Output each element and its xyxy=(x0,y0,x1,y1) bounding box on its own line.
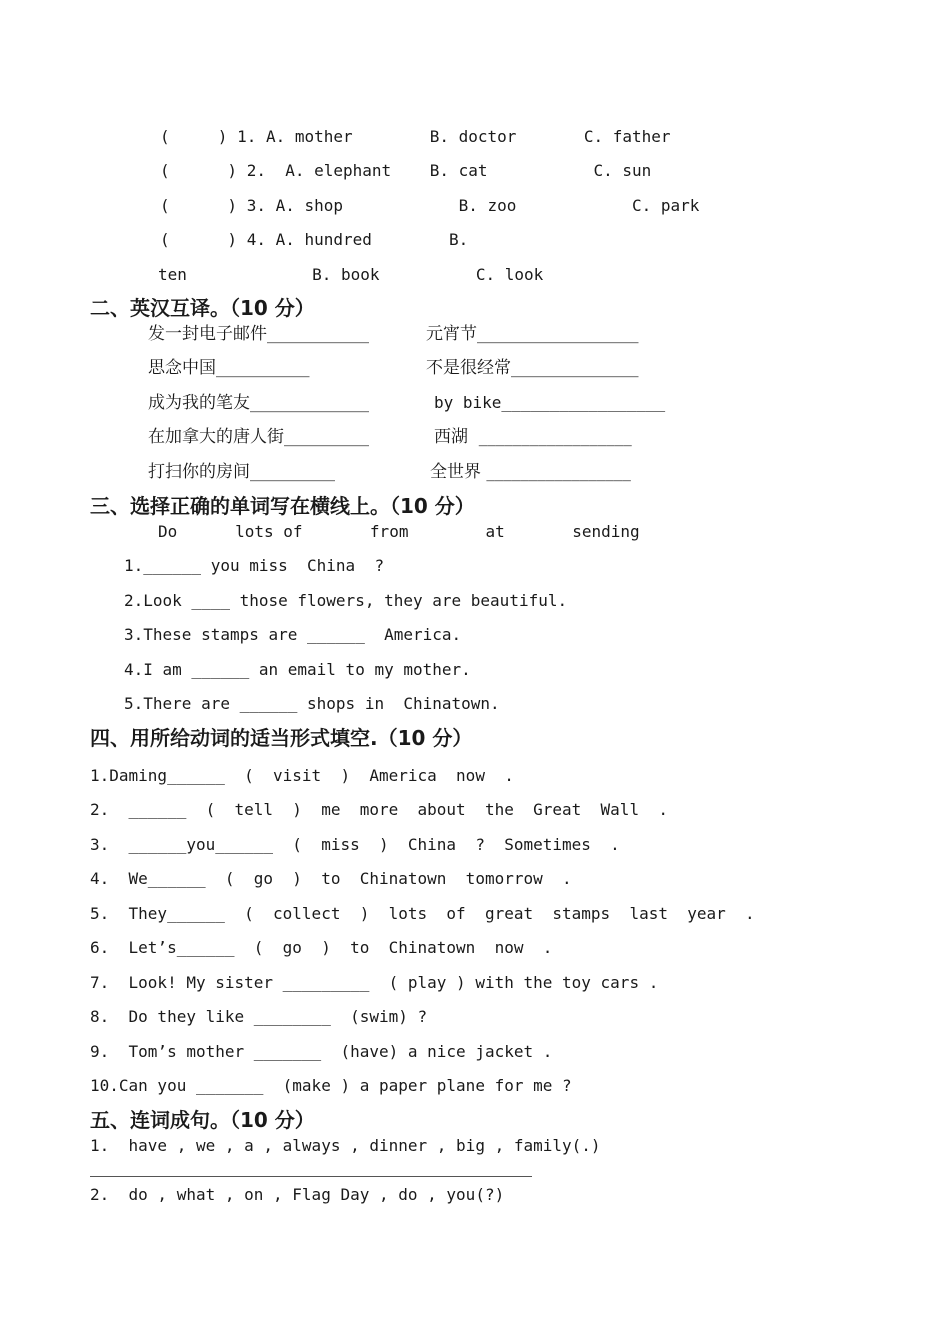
translate-right-3: by bike_________________ xyxy=(434,393,666,412)
answer-line-1 xyxy=(90,1176,532,1177)
section-heading-3: 三、选择正确的单词写在横线上。（10 分） xyxy=(90,494,475,518)
verb-item-7: 7. Look! My sister _________ ( play ) with the toy cars . xyxy=(90,973,659,992)
verb-item-8: 8. Do they like ________ (swim) ? xyxy=(90,1007,428,1026)
translate-right-2: 不是很经常_______________ xyxy=(426,358,639,378)
translate-right-1: 元宵节___________________ xyxy=(426,324,639,344)
verb-item-5: 5. They______ ( collect ) lots of great stamps last year . xyxy=(90,904,755,923)
choice-item-4: ( ) 4. A. hundred B. xyxy=(160,230,469,249)
word-bank: Do lots of from at sending xyxy=(158,522,640,541)
verb-item-9: 9. Tom’s mother _______ (have) a nice jacket . xyxy=(90,1042,553,1061)
translate-left-4: 在加拿大的唐人街__________ xyxy=(148,427,369,447)
verb-item-3: 3. ______you______ ( miss ) China ? Sometimes . xyxy=(90,835,620,854)
verb-item-2: 2. ______ ( tell ) me more about the Great Wall . xyxy=(90,800,668,819)
verb-item-1: 1.Daming______ ( visit ) America now . xyxy=(90,766,514,785)
translate-left-1: 发一封电子邮件____________ xyxy=(148,324,369,344)
translate-left-3: 成为我的笔友______________ xyxy=(148,393,369,413)
verb-item-4: 4. We______ ( go ) to Chinatown tomorrow . xyxy=(90,869,572,888)
verb-item-6: 6. Let’s______ ( go ) to Chinatown now . xyxy=(90,938,553,957)
section-heading-4: 四、用所给动词的适当形式填空.（10 分） xyxy=(90,726,473,750)
sentence-item-2: 2. do , what , on , Flag Day , do , you(?) xyxy=(90,1185,505,1204)
translate-left-5: 打扫你的房间__________ xyxy=(148,462,335,482)
sentence-item-1: 1. have , we , a , always , dinner , big , family(.) xyxy=(90,1136,601,1155)
translate-left-2: 思念中国___________ xyxy=(148,358,310,378)
translate-right-5: 全世界 _________________ xyxy=(430,462,631,482)
fill-item-2: 2.Look ____ those flowers, they are beautiful. xyxy=(124,591,568,610)
translate-right-4: 西湖 __________________ xyxy=(434,427,632,447)
choice-item-3: ( ) 3. A. shop B. zoo C. park xyxy=(160,196,700,215)
fill-item-5: 5.There are ______ shops in Chinatown. xyxy=(124,694,500,713)
choice-item-1: ( ) 1. A. mother B. doctor C. father xyxy=(160,127,671,146)
section-heading-2: 二、英汉互译。（10 分） xyxy=(90,296,315,320)
fill-item-4: 4.I am ______ an email to my mother. xyxy=(124,660,471,679)
choice-item-4-continued: ten B. book C. look xyxy=(158,265,544,284)
fill-item-3: 3.These stamps are ______ America. xyxy=(124,625,462,644)
fill-item-1: 1.______ you miss China ? xyxy=(124,556,385,575)
verb-item-10: 10.Can you _______ (make ) a paper plane for me ? xyxy=(90,1076,572,1095)
section-heading-5: 五、连词成句。（10 分） xyxy=(90,1108,315,1132)
choice-item-2: ( ) 2. A. elephant B. cat C. sun xyxy=(160,161,652,180)
